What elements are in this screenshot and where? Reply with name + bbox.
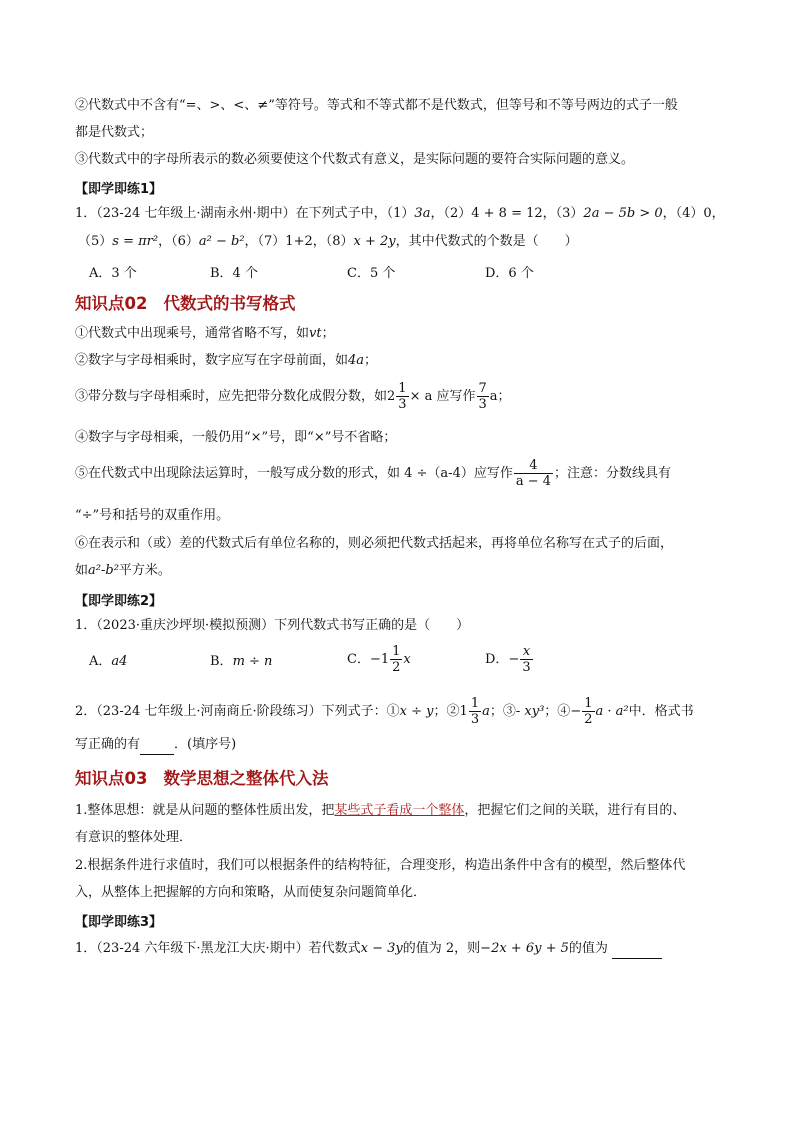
rule-3-fraction — [396, 381, 408, 412]
q2-2-expr-2-fraction — [469, 696, 481, 727]
q3-1-expr-2: −2x + 6y + 5 — [480, 941, 569, 956]
q2-2-c3: ；③ — [489, 704, 516, 719]
q2-2-expr-2-whole: 1 — [459, 704, 468, 719]
q3-1-text-c: 的值为 — [568, 941, 608, 956]
q2-1-option-b[interactable] — [210, 650, 272, 669]
q3-1-text-a: 1．（23-24 六年级下·黑龙江大庆·期中）若代数式 — [75, 941, 361, 956]
rule-5-note: ；注意：分数线具有 — [554, 466, 672, 481]
q1-tail: ，其中代数式的个数是（ ） — [395, 234, 578, 249]
answer-blank-3[interactable] — [612, 940, 662, 959]
practice-1-question-1 — [75, 205, 725, 223]
q2-1-option-c[interactable] — [347, 644, 411, 675]
idea-1-cont: 有意识的整体处理． — [75, 830, 193, 845]
rule-5-den: a − 4 — [515, 474, 552, 489]
option-d-den: 3 — [522, 660, 531, 675]
option-c-label: C． — [347, 652, 370, 667]
rule-3-num: 1 — [398, 381, 407, 396]
q2-2-expr-2-den: 3 — [470, 712, 480, 727]
practice-1-title: 【即学即练1】 — [75, 182, 163, 197]
section-heading-03 — [75, 765, 328, 789]
q2-2-expr-3: - xy³ — [515, 704, 545, 719]
q2-2-c1: ① — [386, 704, 400, 719]
option-d-label: D． — [485, 652, 509, 667]
idea-1-text-b: ，把握它们之间的关联，进行有目的、 — [464, 803, 686, 818]
rule-6-math: a²-b² — [88, 563, 119, 578]
note-3: ③代数式中的字母所表示的数必须要使这个代数式有意义，是实际问题的要符合实际问题的意义。 — [75, 152, 635, 167]
practice-2-question-2 — [75, 695, 694, 729]
q1-expr-5: s = πr² — [112, 234, 159, 249]
option-d-num: x — [520, 644, 532, 660]
heading-02-number: 知识点02 — [75, 294, 148, 313]
q2-2-expr-4-num: 1 — [584, 696, 593, 711]
q2-2-expr-2-num: 1 — [470, 696, 480, 711]
q2-2-c4: ；④ — [544, 704, 571, 719]
practice-3-question-1 — [75, 940, 662, 959]
q1-option-a[interactable]: A．3 个 — [89, 266, 137, 281]
q1-prefix: 1．（23-24 七年级上·湖南永州·期中）在下列式子中，（1） — [75, 206, 415, 221]
q1-sep-3: ，（3） — [542, 206, 584, 221]
practice-3-title: 【即学即练3】 — [75, 915, 163, 930]
q1-expr-8: x + 2y — [353, 234, 396, 249]
heading-03-text: 数学思想之整体代入法 — [163, 769, 329, 788]
rule-4: ④数字与字母相乘，一般仍用“×”号，即“×”号不省略； — [75, 430, 397, 445]
rule-6: ⑥在表示和（或）差的代数式后有单位名称的，则必须把代数式括起来，再将单位名称写在式子的后面， — [75, 536, 674, 551]
option-d-fraction — [520, 644, 532, 675]
rule-3-whole: 2 — [387, 389, 396, 404]
rule-6-cont — [75, 562, 171, 580]
rule-6-pre: 如 — [75, 563, 89, 578]
q3-1-expr-1: x − 3y — [360, 941, 403, 956]
q2-2-c2: ；② — [433, 704, 460, 719]
option-b-label: B． — [210, 654, 233, 669]
rule-3-den-2: 3 — [478, 397, 487, 412]
option-c-den: 2 — [392, 660, 401, 675]
q2-2-expr-1: x ÷ y — [399, 704, 434, 719]
rule-3-num-2: 7 — [478, 381, 487, 396]
option-a-label: A． — [89, 654, 112, 669]
rule-5-cont: “÷”号和括号的双重作用。 — [75, 508, 230, 523]
q2-2-l2b: ．(填序号) — [174, 737, 237, 752]
q1-sep-7: ，（7）1+2，（8） — [244, 234, 354, 249]
rule-1 — [75, 325, 335, 343]
q2-2-expr-4-sign: − — [570, 704, 582, 719]
q1-sep-5: （5） — [78, 234, 113, 249]
rule-1-end: ； — [321, 326, 335, 341]
practice-2-question-1: 1．（2023·重庆沙坪坝·模拟预测）下列代数式书写正确的是（ ） — [75, 618, 470, 633]
rule-5-fraction — [514, 458, 553, 489]
q1-expr-2: 4 + 8 = 12 — [471, 206, 543, 221]
rule-6-end: 平方米。 — [118, 563, 171, 578]
q1-sep-6: ，（6） — [158, 234, 199, 249]
option-a-expr: a4 — [111, 654, 128, 669]
practice-2-title: 【即学即练2】 — [75, 594, 163, 609]
q1-expr-3: 2a − 5b > 0 — [583, 206, 663, 221]
rule-2-math: 4a — [348, 353, 365, 368]
note-2-cont: 都是代数式； — [75, 125, 154, 140]
rule-3-fraction-2 — [477, 381, 489, 412]
rule-2-text: ②数字与字母相乘时，数字应写在字母前面，如 — [75, 353, 349, 368]
q2-2-expr-4-var: a · a² — [595, 704, 629, 719]
q2-2-expr-4-fraction — [582, 696, 594, 727]
q2-1-option-a[interactable] — [89, 650, 127, 669]
q1-option-c[interactable]: C．5 个 — [347, 266, 396, 281]
option-b-expr: m ÷ n — [232, 654, 273, 669]
q1-sep-2: ，（2） — [430, 206, 472, 221]
rule-3 — [75, 380, 511, 414]
rule-3-text: ③带分数与字母相乘时，应先把带分数化成假分数，如 — [75, 389, 388, 404]
rule-3-end: a； — [489, 389, 511, 404]
idea-2-cont: 入，从整体上把握解的方向和策略，从而使复杂问题简单化． — [75, 885, 427, 900]
q2-1-option-d[interactable] — [485, 644, 534, 675]
rule-2-end: ； — [364, 353, 378, 368]
q2-2-expr-4-den: 2 — [584, 712, 593, 727]
heading-03-number: 知识点03 — [75, 769, 148, 788]
rule-5 — [75, 456, 671, 492]
q1-sep-4: ，（4）0， — [662, 206, 725, 221]
option-c-var: x — [403, 652, 411, 667]
rule-2 — [75, 352, 377, 370]
q1-expr-6: a² − b² — [198, 234, 245, 249]
idea-1-highlight: 某些式子看成一个整体 — [334, 803, 465, 818]
option-c-num: 1 — [392, 644, 401, 659]
idea-1-text-a: 1.整体思想：就是从问题的整体性质出发，把 — [75, 803, 335, 818]
note-2: ②代数式中不含有“=、>、<、≠”等符号。等式和不等式都不是代数式，但等号和不等号两边的式子一般 — [75, 98, 678, 113]
q1-option-d[interactable]: D．6 个 — [485, 266, 534, 281]
option-c-sign: −1 — [369, 652, 390, 667]
rule-1-math: vt — [309, 326, 322, 341]
q2-2-expr-2-var: a — [482, 704, 490, 719]
practice-1-question-1-line2 — [78, 233, 578, 251]
answer-blank[interactable] — [140, 736, 174, 755]
idea-2: 2.根据条件进行求值时，我们可以根据条件的结构特征，合理变形，构造出条件中含有的模型，然后整体代 — [75, 858, 686, 873]
rule-3-mid: × a 应写作 — [409, 389, 476, 404]
q1-option-b[interactable]: B．4 个 — [210, 266, 258, 281]
q1-expr-1: 3a — [414, 206, 431, 221]
heading-02-text: 代数式的书写格式 — [163, 294, 296, 313]
q2-2-end: 中．格式书 — [628, 704, 694, 719]
rule-3-den: 3 — [398, 397, 407, 412]
q2-2-l2a: 写正确的有 — [75, 737, 141, 752]
rule-5-text: ⑤在代数式中出现除法运算时，一般写成分数的形式，如 4 ÷（a-4）应写作 — [75, 466, 513, 481]
rule-5-num: 4 — [514, 458, 553, 474]
q2-2-prefix: 2．（23-24 七年级上·河南商丘·阶段练习）下列式子： — [75, 704, 387, 719]
rule-1-text: ①代数式中出现乘号，通常省略不写，如 — [75, 326, 310, 341]
idea-1 — [75, 802, 685, 820]
option-c-fraction — [390, 644, 402, 675]
section-heading-02 — [75, 290, 295, 314]
option-d-sign: − — [508, 652, 520, 667]
q3-1-text-b: 的值为 2，则 — [402, 941, 481, 956]
practice-2-question-2-line2 — [75, 736, 236, 755]
